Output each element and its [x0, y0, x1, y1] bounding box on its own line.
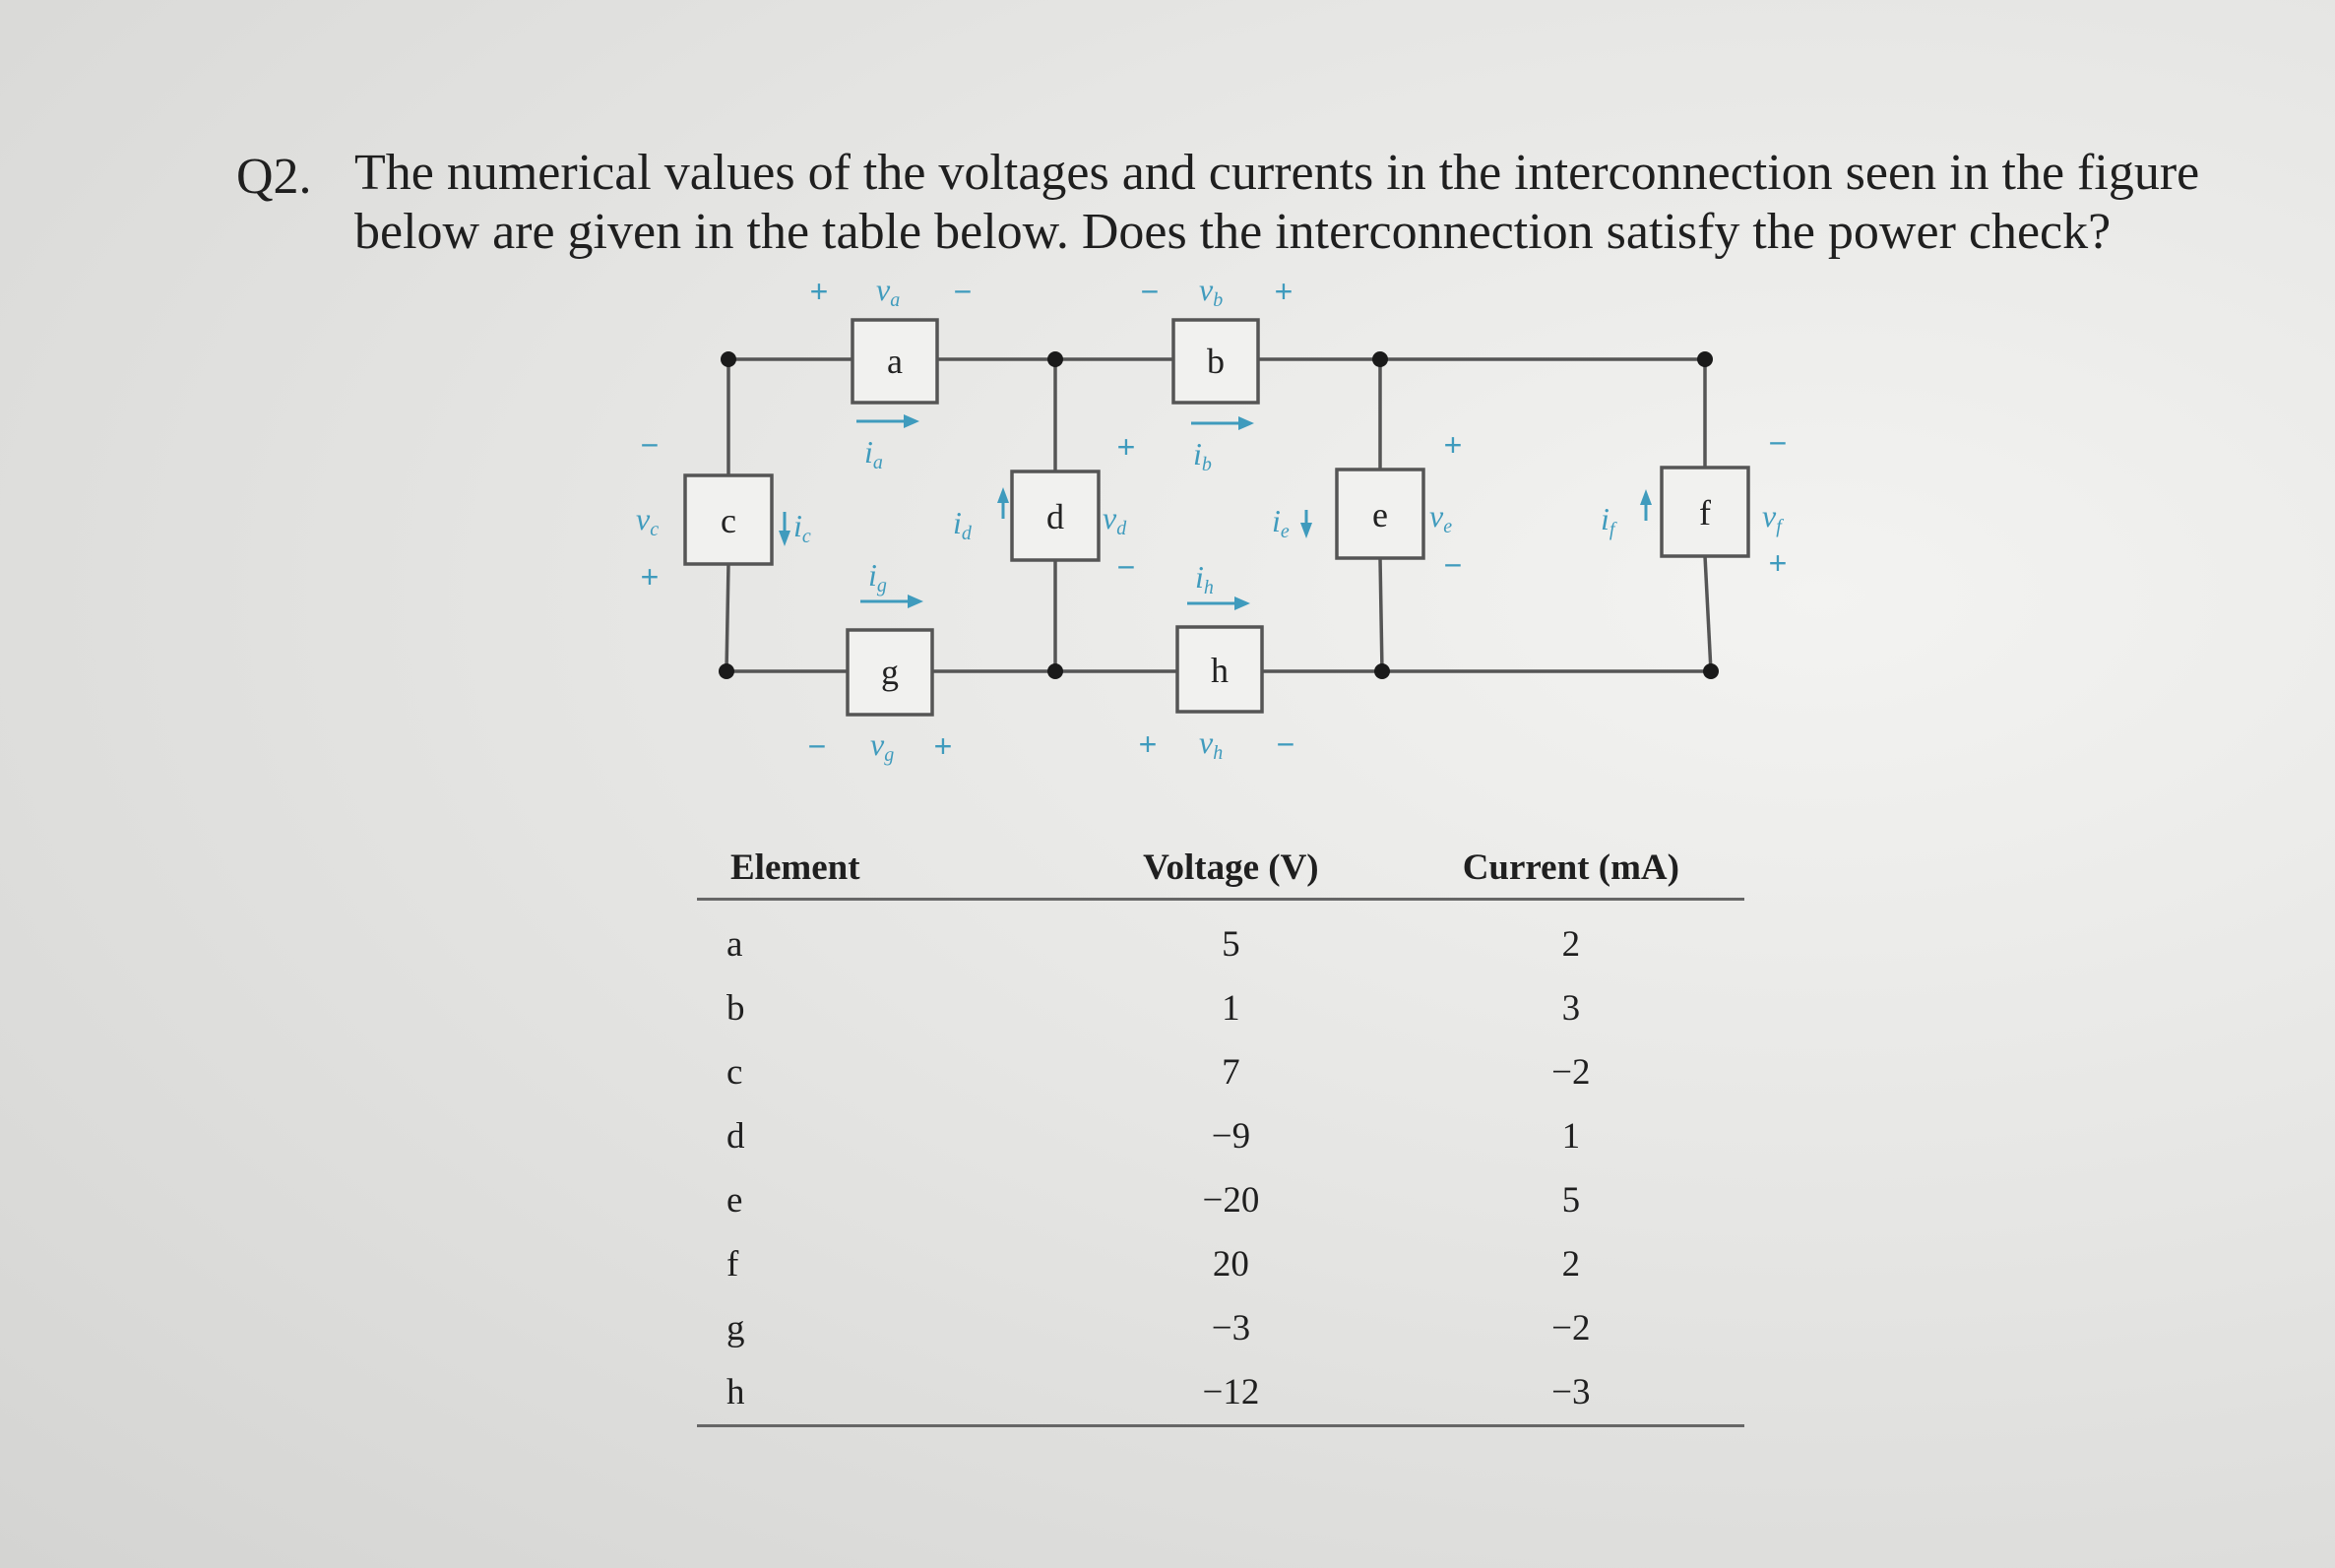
table-row — [697, 1040, 1744, 1104]
current-label-d: i — [953, 505, 962, 540]
sign-d-plus: + — [1116, 429, 1136, 465]
values-table-container — [697, 837, 1744, 1427]
sign-g-minus: − — [807, 728, 827, 764]
cell-element: f — [726, 1244, 739, 1285]
voltage-label-a: v — [876, 272, 891, 307]
current-label-b: i — [1193, 436, 1202, 471]
element-label-g: g — [881, 653, 899, 692]
svg-text:vb: vb — [1199, 272, 1224, 311]
sign-f-plus: + — [1768, 545, 1788, 581]
svg-text:vd: vd — [1103, 500, 1127, 539]
cell-element: g — [726, 1308, 745, 1348]
cell-element: a — [726, 924, 743, 965]
cell-current: −3 — [1398, 1360, 1744, 1426]
svg-text:ie: ie — [1272, 503, 1290, 542]
sign-b-plus: + — [1274, 274, 1294, 309]
question-text — [354, 144, 2205, 262]
cell-voltage: −9 — [1211, 1116, 1251, 1157]
header-element: Element — [697, 837, 1064, 900]
voltage-label-c: v — [636, 501, 651, 536]
svg-text:ic: ic — [793, 508, 811, 547]
sign-e-plus: + — [1443, 427, 1463, 463]
svg-text:vc: vc — [636, 501, 660, 540]
question-line-1: The numerical values of the voltages and currents in the interconnection seen in the figure — [354, 145, 2200, 201]
cell-current: 5 — [1561, 1180, 1581, 1221]
table-row — [697, 1360, 1744, 1426]
svg-text:ih: ih — [1195, 559, 1214, 598]
current-labels — [793, 434, 1617, 598]
cell-element: h — [697, 1360, 1064, 1426]
sign-c-minus: − — [640, 427, 660, 463]
cell-voltage: −3 — [1211, 1308, 1251, 1348]
svg-text:vh: vh — [1199, 724, 1224, 764]
element-label-d: d — [1046, 497, 1064, 536]
cell-element: d — [726, 1116, 745, 1157]
table-row — [697, 1296, 1744, 1360]
sign-h-plus: + — [1138, 726, 1158, 762]
sign-a-minus: − — [953, 274, 973, 309]
cell-voltage: −20 — [1202, 1180, 1260, 1221]
cell-current: 2 — [1561, 924, 1581, 965]
sign-a-plus: + — [809, 274, 829, 309]
values-table — [697, 837, 1744, 1427]
element-label-b: b — [1207, 342, 1225, 381]
cell-current: 2 — [1561, 1244, 1581, 1285]
svg-text:va: va — [876, 272, 901, 311]
current-label-h: i — [1195, 559, 1204, 595]
voltage-label-f: v — [1762, 498, 1777, 533]
current-label-e: i — [1272, 503, 1281, 538]
wires — [726, 359, 1711, 671]
sign-b-minus: − — [1140, 274, 1160, 309]
question-line-2: below are given in the table below. Does the interconnection satisfy the power check? — [354, 204, 2112, 260]
element-label-f: f — [1699, 493, 1711, 533]
current-label-f: i — [1601, 501, 1609, 536]
sign-h-minus: − — [1276, 726, 1295, 762]
voltage-label-h: v — [1199, 724, 1214, 760]
cell-current: 1 — [1561, 1116, 1581, 1157]
cell-current: 3 — [1561, 988, 1581, 1029]
cell-current: −2 — [1551, 1052, 1591, 1093]
table-row — [697, 900, 1744, 977]
cell-element: c — [726, 1052, 743, 1093]
circuit-diagram — [610, 261, 1821, 773]
cell-voltage: 7 — [1222, 1052, 1240, 1093]
voltage-label-e: v — [1429, 498, 1444, 533]
current-label-a: i — [864, 434, 873, 470]
sign-c-plus: + — [640, 559, 660, 595]
sign-e-minus: − — [1443, 547, 1463, 583]
current-label-c: i — [793, 508, 802, 543]
element-label-h: h — [1211, 651, 1229, 690]
table-row — [697, 976, 1744, 1040]
header-voltage: Voltage (V) — [1064, 837, 1397, 900]
element-label-c: c — [721, 501, 736, 540]
current-label-g: i — [868, 557, 877, 593]
svg-text:vf: vf — [1762, 498, 1782, 537]
svg-text:ia: ia — [864, 434, 883, 473]
table-row — [697, 1168, 1744, 1232]
element-label-a: a — [887, 342, 903, 381]
sign-f-minus: − — [1768, 425, 1788, 461]
svg-text:ib: ib — [1193, 436, 1212, 475]
table-row — [697, 1232, 1744, 1296]
svg-text:if: if — [1601, 501, 1615, 540]
svg-text:ve: ve — [1429, 498, 1453, 537]
cell-element: b — [726, 988, 745, 1029]
cell-voltage: −12 — [1064, 1360, 1397, 1426]
svg-text:ig: ig — [868, 557, 887, 596]
cell-current: −2 — [1551, 1308, 1591, 1348]
element-label-e: e — [1372, 495, 1388, 534]
current-arrows — [779, 414, 1652, 610]
svg-text:vg: vg — [870, 726, 895, 766]
sign-g-plus: + — [933, 728, 953, 764]
cell-element: e — [726, 1180, 743, 1221]
table-header-row — [697, 837, 1744, 900]
voltage-label-g: v — [870, 726, 885, 762]
cell-voltage: 1 — [1222, 988, 1240, 1029]
voltage-label-d: v — [1103, 500, 1117, 535]
table-row — [697, 1104, 1744, 1168]
sign-d-minus: − — [1116, 549, 1136, 585]
cell-voltage: 5 — [1222, 924, 1240, 965]
header-current: Current (mA) — [1398, 837, 1744, 900]
cell-voltage: 20 — [1212, 1244, 1249, 1285]
question-number: Q2. — [236, 149, 312, 205]
svg-text:id: id — [953, 505, 972, 544]
voltage-label-b: v — [1199, 272, 1214, 307]
